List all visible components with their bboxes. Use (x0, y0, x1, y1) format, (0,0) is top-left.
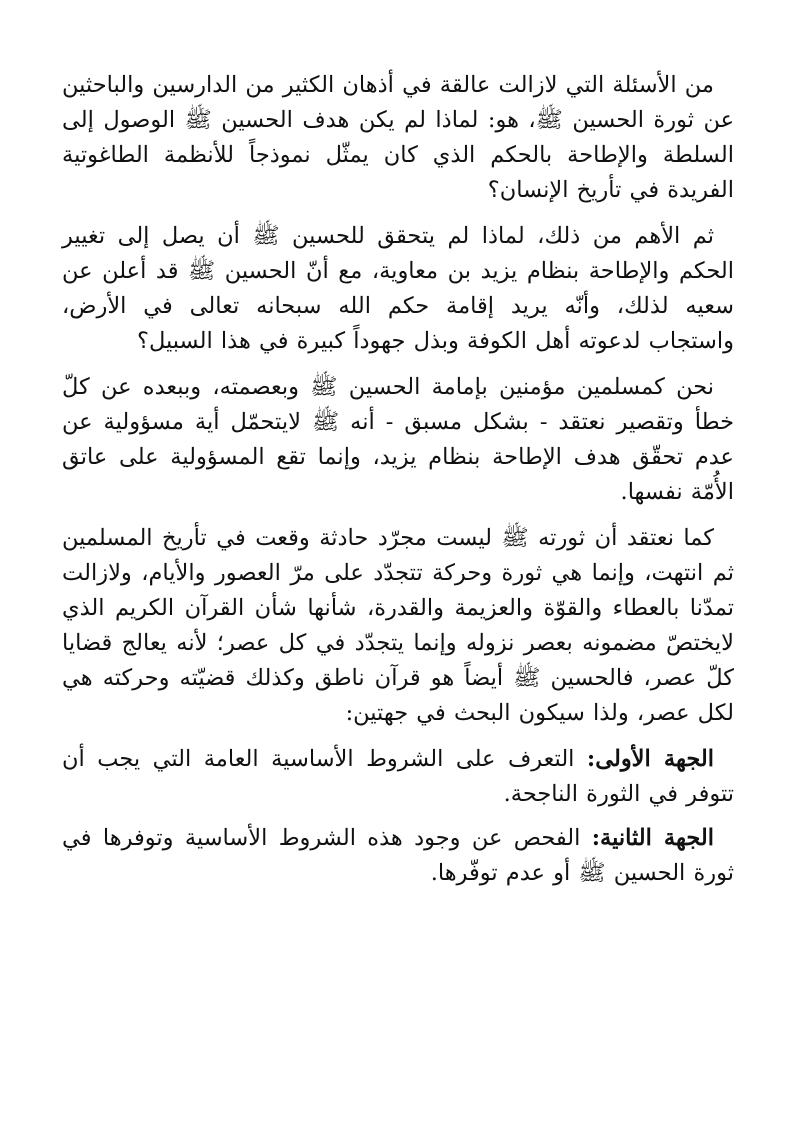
point-1-heading: الجهة الأولى: (586, 746, 714, 772)
paragraph-4: كما نعتقد أن ثورته ﷺ ليست مجرّد حادثة وقعت في تأريخ المسلمين ثم انتهت، وإنما هي ثورة وحركة تتجدّد على مرّ العصور والأيام، ولازالت تمدّنا بالعطاء والقوّة والعزيمة والقدرة، شأنها شأن القرآن الكريم الذي لايختصّ مضمونه بعصر نزوله وإنما يتجدّد في كل عصر؛ لأنه يعالج قضايا كلّ عصر، فالحسين ﷺ أيضاً هو قرآن ناطق وكذلك قضيّته وحركته هي لكل عصر، ولذا سيكون البحث في جهتين: (62, 525, 734, 726)
point-2-text: الفحص عن وجود هذه الشروط الأساسية وتوفرها في ثورة الحسين ﷺ أو عدم توفّرها. (62, 825, 734, 886)
paragraph-3: نحن كمسلمين مؤمنين بإمامة الحسين ﷺ وبعصمته، وببعده عن كلّ خطأ وتقصير نعتقد - بشكل مسبق - أنه ﷺ لايتحمّل أية مسؤولية عن عدم تحقّق هدف الإطاحة بنظام يزيد، وإنما تقع المسؤولية على عاتق الأُمّة نفسها. (62, 374, 734, 505)
point-2-heading: الجهة الثانية: (591, 825, 714, 851)
paragraph-1: من الأسئلة التي لازالت عالقة في أذهان الكثير من الدارسين والباحثين عن ثورة الحسين ﷺ، هو: لماذا لم يكن هدف الحسين ﷺ الوصول إلى السلطة والإطاحة بالحكم الذي كان يمثّل نموذجاً للأنظمة الطاغوتية الفريدة في تأريخ الإنسان؟ (62, 72, 734, 203)
point-2 (62, 821, 734, 891)
point-1-text: التعرف على الشروط الأساسية العامة التي يجب أن تتوفر في الثورة الناجحة. (62, 746, 734, 807)
document-page (62, 68, 734, 900)
paragraph-2: ثم الأهم من ذلك، لماذا لم يتحقق للحسين ﷺ أن يصل إلى تغيير الحكم والإطاحة بنظام يزيد بن معاوية، مع أنّ الحسين ﷺ قد أعلن عن سعيه لذلك، وأنّه يريد إقامة حكم الله سبحانه تعالى في الأرض، واستجاب لدعوته أهل الكوفة وبذل جهوداً كبيرة في هذا السبيل؟ (62, 223, 734, 354)
point-1 (62, 742, 734, 812)
